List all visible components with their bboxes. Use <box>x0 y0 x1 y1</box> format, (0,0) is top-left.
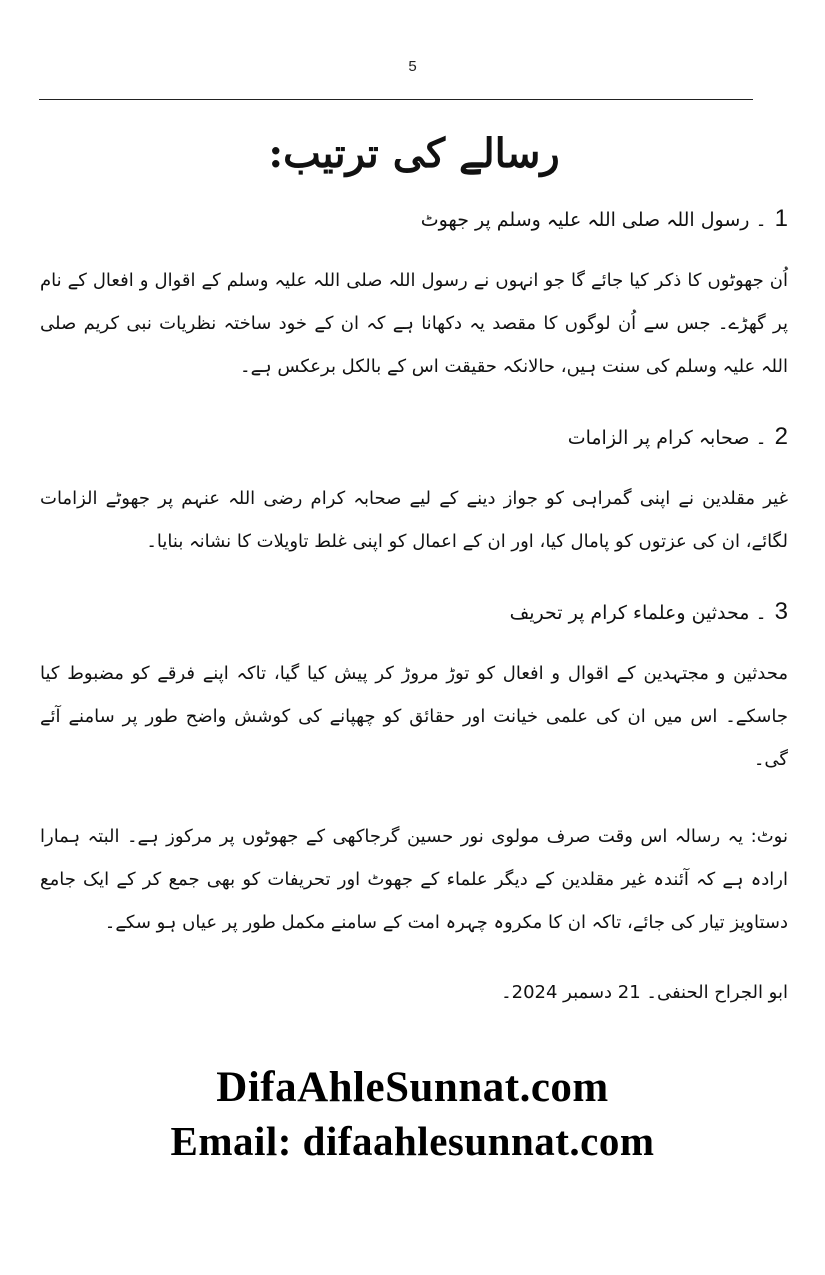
author-signature: ابو الجراح الحنفی۔ 21 دسمبر 2024۔ <box>501 982 788 1003</box>
document-body <box>40 120 788 1008</box>
page-number: 5 <box>408 58 417 75</box>
section-heading-text: ۔ رسول اللہ صلی اللہ علیہ وسلم پر جھوٹ <box>420 209 767 231</box>
section-heading-3 <box>40 597 788 628</box>
header-divider <box>39 99 753 100</box>
section-number: 3 <box>774 598 788 625</box>
website-link[interactable]: DifaAhleSunnat.com <box>216 1064 609 1111</box>
footer <box>0 1062 825 1168</box>
section-body-1: اُن جھوٹوں کا ذکر کیا جائے گا جو انہوں نے رسول اللہ صلی اللہ علیہ وسلم کے اقوال و افعال کے نام پر گھڑے۔ جس سے اُن لوگوں کا مقصد یہ دکھانا ہے کہ ان کے خود ساختہ نظریات نبی کریم صلی اللہ علیہ وسلم کی سنت ہیں، حالانکہ حقیقت اس کے بالکل برعکس ہے۔ <box>40 270 788 377</box>
section-heading-text: ۔ محدثین وعلماء کرام پر تحریف <box>509 602 767 624</box>
section-heading-1 <box>40 204 788 235</box>
note-paragraph: نوٹ: یہ رسالہ اس وقت صرف مولوی نور حسین گرجاکھی کے جھوٹوں پر مرکوز ہے۔ البتہ ہمارا ارادہ ہے کہ آئندہ غیر مقلدین کے دیگر علماء کے جھوٹ اور تحریفات کو بھی جمع کر کے ایک جامع دستاویز تیار کی جائے، تاکہ ان کا مکروہ چہرہ امت کے سامنے مکمل طور پر عیاں ہو سکے۔ <box>40 826 788 933</box>
section-heading-text: ۔ صحابہ کرام پر الزامات <box>567 427 767 449</box>
page-title: رسالے کی ترتیب: <box>268 130 560 177</box>
section-number: 1 <box>774 205 788 232</box>
section-heading-2 <box>40 422 788 453</box>
section-number: 2 <box>774 423 788 450</box>
section-body-3: محدثین و مجتہدین کے اقوال و افعال کو توڑ مروڑ کر پیش کیا گیا، تاکہ اپنے فرقے کو مضبوط کیا جاسکے۔ اس میں ان کی علمی خیانت اور حقائق کو چھپانے کی کوشش واضح طور پر سامنے آئے گی۔ <box>40 663 788 770</box>
section-body-2: غیر مقلدین نے اپنی گمراہی کو جواز دینے کے لیے صحابہ کرام رضی اللہ عنہم پر جھوٹے الزامات لگائے، ان کی عزتوں کو پامال کیا، اور ان کے اعمال کو اپنی غلط تاویلات کا نشانہ بنایا۔ <box>40 488 788 552</box>
email-link[interactable]: Email: difaahlesunnat.com <box>170 1118 655 1164</box>
